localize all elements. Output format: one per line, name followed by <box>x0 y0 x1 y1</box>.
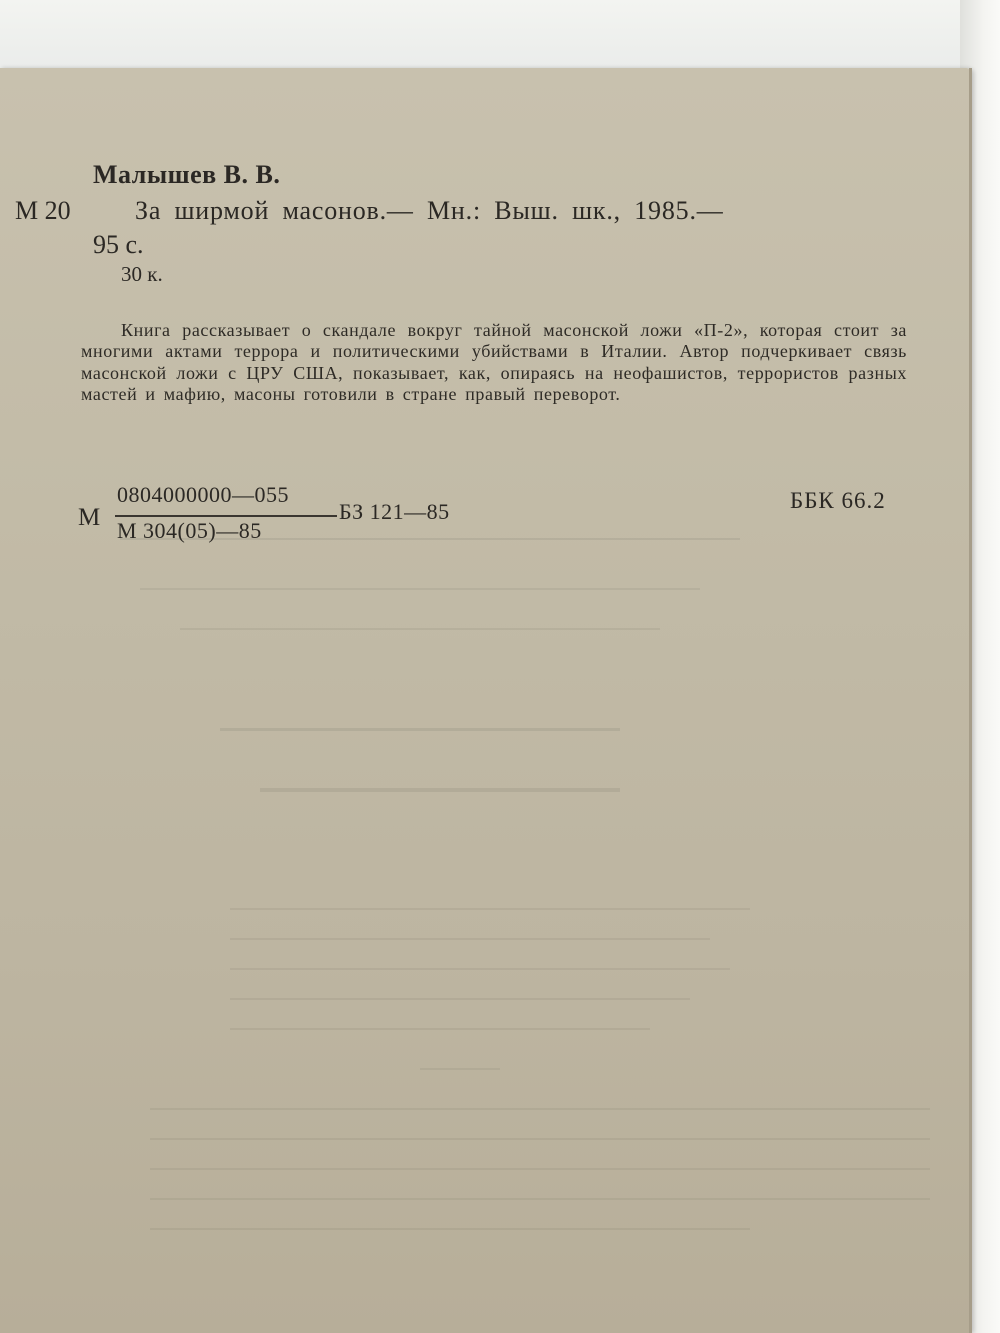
author-mark-code: М 20 <box>15 196 71 225</box>
index-denominator: М 304(05)—85 <box>117 518 262 543</box>
show-through-text <box>0 68 972 1333</box>
book-page <box>0 68 972 1333</box>
fraction-line <box>115 515 337 517</box>
bbk-classification: ББК 66.2 <box>790 488 886 513</box>
title-imprint-line: За ширмой масонов.— Мн.: Выш. шк., 1985.— <box>135 196 724 225</box>
page-count: 95 с. <box>93 230 144 259</box>
author-name: Малышев В. В. <box>93 160 281 189</box>
price: 30 к. <box>121 262 163 286</box>
index-letter: М <box>78 504 101 531</box>
book-abstract: Книга рассказывает о скандале вокруг тайной масонской ложи «П-2», которая стоит за многими актами террора и политическими убийствами в Италии. Автор подчеркивает связь масонской ложи с ЦРУ США, показывает, как, опираясь на неофашистов, террористов разных мастей и мафию, масоны готовили в стране правый переворот. <box>81 320 907 404</box>
bz-code: БЗ 121—85 <box>339 499 450 524</box>
index-numerator: 0804000000—055 <box>117 482 289 507</box>
